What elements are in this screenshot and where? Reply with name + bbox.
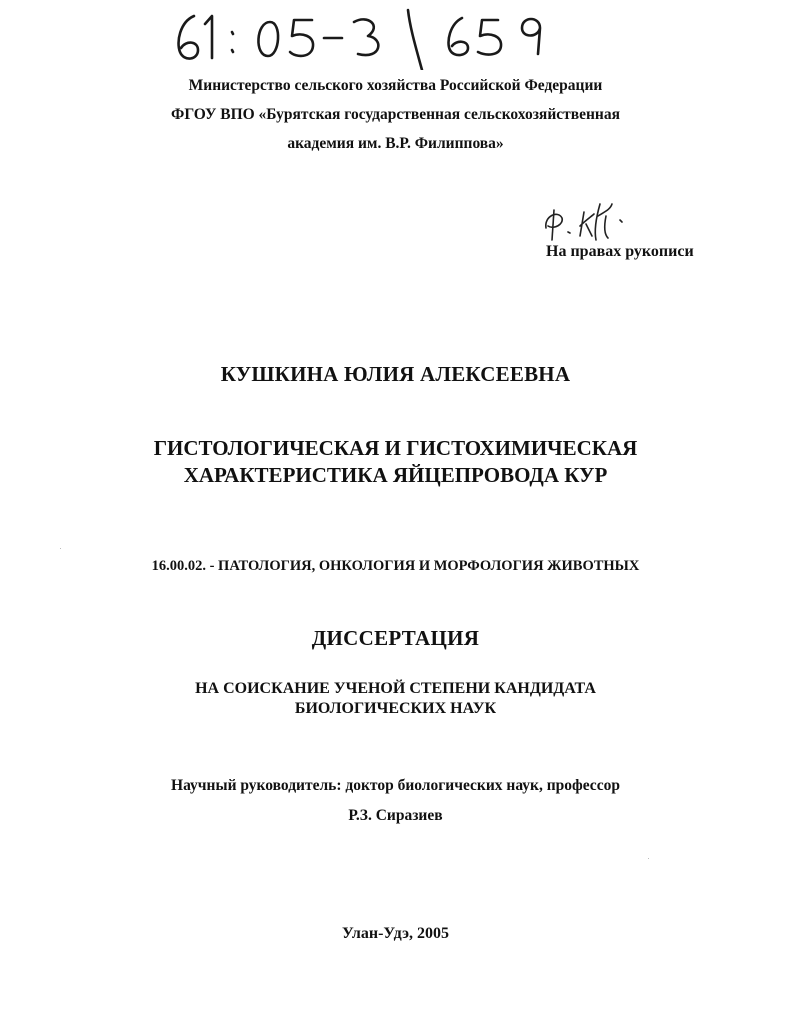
author-name: КУШКИНА ЮЛИЯ АЛЕКСЕЕВНА (220, 362, 571, 386)
degree-line-2: БИОЛОГИЧЕСКИХ НАУК (294, 700, 497, 717)
institution-line-1: ФГОУ ВПО «Бурятская государственная сельскохозяйственная (171, 106, 620, 123)
title-line-2: ХАРАКТЕРИСТИКА ЯЙЦЕПРОВОДА КУР (183, 463, 608, 487)
ministry-name: Министерство сельского хозяйства Российской Федерации (188, 77, 603, 94)
supervisor-label: Научный руководитель: доктор биологических наук, профессор (171, 777, 620, 794)
handwritten-signature (540, 196, 640, 246)
degree-line-1: НА СОИСКАНИЕ УЧЕНОЙ СТЕПЕНИ КАНДИДАТА (195, 680, 596, 697)
scan-speck (60, 548, 61, 549)
specialty-code: 16.00.02. - ПАТОЛОГИЯ, ОНКОЛОГИЯ И МОРФОЛОГИЯ ЖИВОТНЫХ (151, 558, 640, 574)
supervisor-name: Р.З. Сиразиев (348, 807, 443, 824)
place-and-year: Улан-Удэ, 2005 (341, 925, 450, 942)
document-type: ДИССЕРТАЦИЯ (311, 626, 480, 650)
title-line-1: ГИСТОЛОГИЧЕСКАЯ И ГИСТОХИМИЧЕСКАЯ (153, 436, 638, 460)
dissertation-title (0, 435, 791, 489)
degree-description (0, 679, 791, 719)
scan-speck (648, 858, 649, 859)
handwritten-archive-number (172, 8, 562, 70)
institution-line-2: академия им. В.Р. Филиппова» (287, 135, 504, 152)
manuscript-rights-note: На правах рукописи (546, 243, 694, 260)
